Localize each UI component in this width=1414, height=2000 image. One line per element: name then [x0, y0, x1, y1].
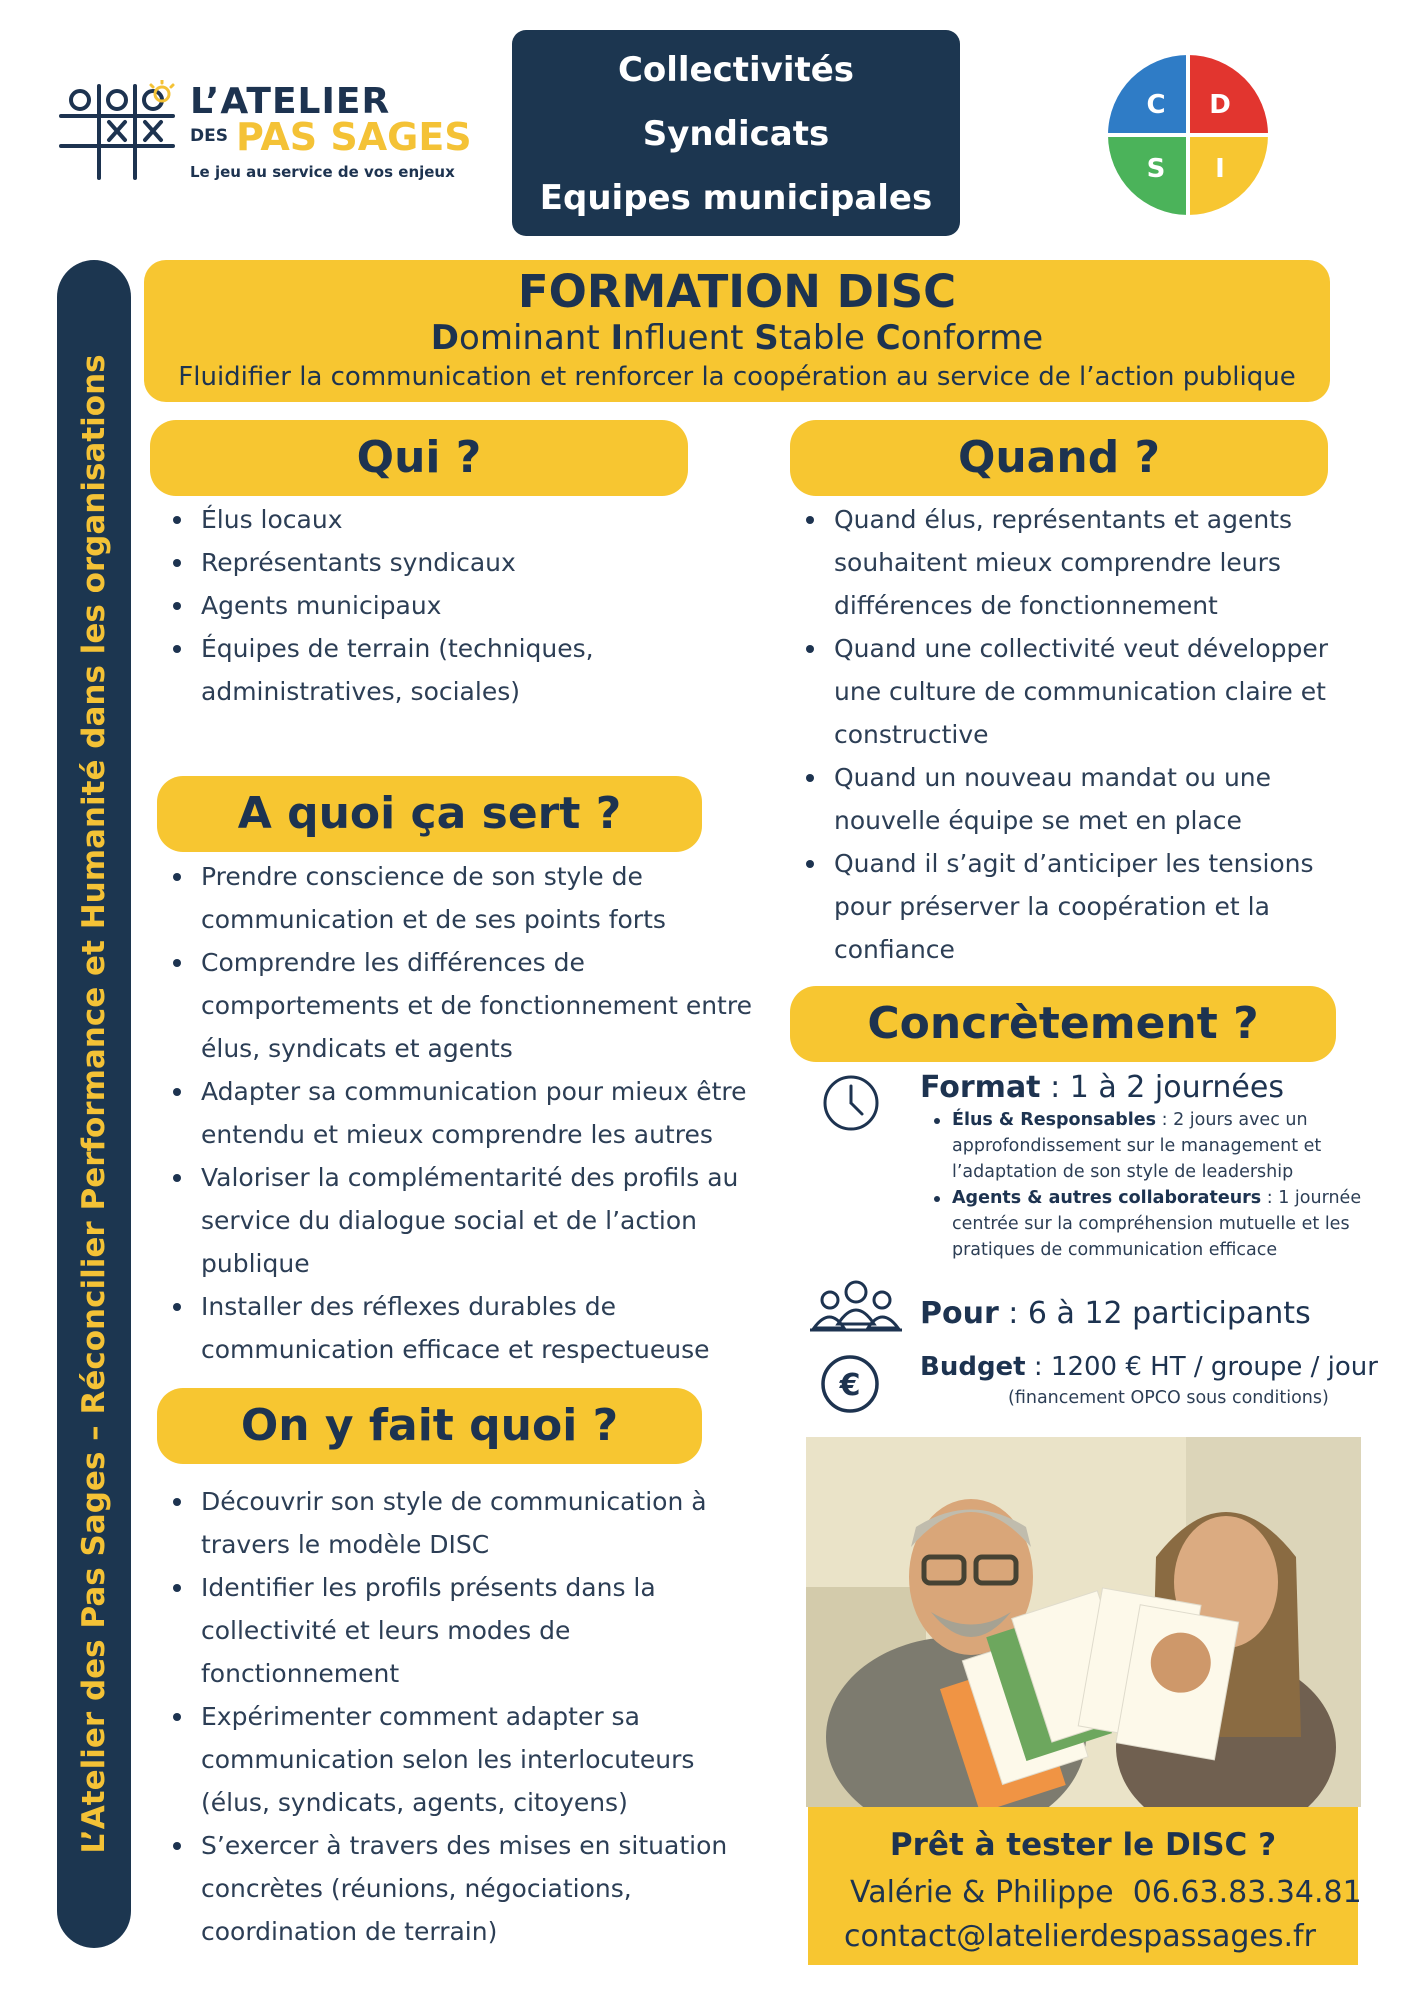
budget-note: (financement OPCO sous conditions)	[1008, 1388, 1329, 1408]
list-item: Adapter sa communication pour mieux être entendu et mieux comprendre les autres	[167, 1070, 752, 1156]
format-detail-text: : 2 jours avec un approfondissement sur le management et l’adaptation de son style de leadership	[952, 1110, 1322, 1182]
quand-list	[800, 498, 1340, 971]
contact-email[interactable]: contact@latelierdespassages.fr	[844, 1919, 1316, 1954]
format-line	[920, 1070, 1284, 1105]
disc-initial: S	[754, 318, 779, 358]
format-label: Format	[920, 1070, 1041, 1105]
logo-name: L’ATELIER	[190, 81, 391, 122]
budget-label: Budget	[920, 1352, 1026, 1382]
a-quoi-heading: A quoi ça sert ?	[157, 776, 702, 852]
group-icon	[806, 1278, 906, 1336]
audience-line: Collectivités	[617, 50, 855, 90]
disc-initial: C	[875, 318, 901, 358]
disc-word-rest: ominant	[459, 318, 600, 358]
on-y-fait-list	[167, 1480, 737, 1953]
logo-des: DES	[190, 126, 228, 146]
list-item: Identifier les profils présents dans la collectivité et leurs modes de fonctionnement	[167, 1566, 737, 1695]
disc-word-rest: table	[778, 318, 865, 358]
format-value: : 1 à 2 journées	[1040, 1070, 1284, 1105]
list-item: Comprendre les différences de comportements et de fonctionnement entre élus, syndicats et agents	[167, 941, 752, 1070]
list-item: Agents municipaux	[167, 584, 727, 627]
list-item: Quand une collectivité veut développer une culture de communication claire et constructive	[800, 627, 1340, 756]
pour-label: Pour	[920, 1296, 999, 1331]
list-item: Équipes de terrain (techniques, administratives, sociales)	[167, 627, 727, 713]
list-item: S’exercer à travers des mises en situation concrètes (réunions, négociations, coordination de terrain)	[167, 1824, 737, 1953]
quand-heading: Quand ?	[790, 420, 1328, 496]
disc-letter-c: C	[1146, 90, 1166, 120]
contact-names: Valérie & Philippe	[850, 1875, 1114, 1910]
euro-icon	[820, 1354, 880, 1414]
banner-subtitle	[144, 318, 1330, 358]
format-audience: Élus & Responsables	[952, 1110, 1157, 1130]
contact-box	[808, 1807, 1362, 1965]
audience-line: Syndicats	[642, 114, 830, 154]
list-item: Installer des réflexes durables de communication efficace et respectueuse	[167, 1285, 752, 1371]
disc-letter-i: I	[1215, 154, 1225, 184]
pour-value: : 6 à 12 participants	[998, 1296, 1311, 1331]
audience-header	[512, 30, 960, 236]
list-item: Élus locaux	[167, 498, 727, 541]
concretement-heading: Concrètement ?	[790, 986, 1336, 1062]
trainers-photo	[806, 1437, 1361, 1807]
audience-line: Equipes municipales	[539, 178, 933, 218]
list-item: Quand un nouveau mandat ou une nouvelle équipe se met en place	[800, 756, 1340, 842]
qui-list	[167, 498, 727, 713]
list-item: Découvrir son style de communication à travers le modèle DISC	[167, 1480, 737, 1566]
format-details	[926, 1107, 1366, 1263]
list-item: Prendre conscience de son style de communication et de ses points forts	[167, 855, 752, 941]
contact-title: Prêt à tester le DISC ?	[889, 1827, 1277, 1863]
list-item: Quand il s’agit d’anticiper les tensions pour préserver la coopération et la confiance	[800, 842, 1340, 971]
contact-line	[850, 1875, 1362, 1910]
format-audience: Agents & autres collaborateurs	[952, 1188, 1262, 1208]
budget-line	[920, 1352, 1378, 1382]
sidebar-text: L’Atelier des Pas Sages – Réconcilier Performance et Humanité dans les organisations	[76, 354, 112, 1854]
list-item: Quand élus, représentants et agents souhaitent mieux comprendre leurs différences de fonctionnement	[800, 498, 1340, 627]
disc-word-rest: onforme	[900, 318, 1044, 358]
qui-heading: Qui ?	[150, 420, 688, 496]
format-detail-text: : 1 journée centrée sur la compréhension mutuelle et les pratiques de communication efficace	[952, 1188, 1362, 1260]
disc-circle-icon	[1108, 55, 1268, 215]
list-item: Valoriser la complémentarité des profils au service du dialogue social et de l’action publique	[167, 1156, 752, 1285]
contact-phone[interactable]: 06.63.83.34.81	[1132, 1875, 1362, 1910]
list-item	[926, 1107, 1366, 1185]
banner-title: FORMATION DISC	[517, 265, 957, 318]
list-item: Représentants syndicaux	[167, 541, 727, 584]
disc-initial: D	[430, 318, 460, 358]
logo-pas-sages: PAS SAGES	[236, 115, 472, 159]
banner-tagline: Fluidifier la communication et renforcer la coopération au service de l’action publique	[178, 362, 1296, 392]
disc-letter-d: D	[1209, 90, 1231, 120]
pour-line	[920, 1296, 1311, 1331]
budget-value: : 1200 € HT / groupe / jour	[1025, 1352, 1378, 1382]
on-y-fait-heading: On y fait quoi ?	[157, 1388, 702, 1464]
disc-word-rest: nfluent	[623, 318, 744, 358]
clock-icon	[822, 1074, 880, 1132]
logo-tagline: Le jeu au service de vos enjeux	[190, 163, 455, 181]
disc-letter-s: S	[1146, 154, 1166, 184]
svg-text:€: €	[839, 1368, 861, 1403]
list-item: Expérimenter comment adapter sa communication selon les interlocuteurs (élus, syndicats, agents, citoyens)	[167, 1695, 737, 1824]
disc-initial: I	[610, 318, 624, 358]
list-item	[926, 1185, 1366, 1263]
a-quoi-list	[167, 855, 752, 1371]
formation-banner	[144, 260, 1330, 402]
